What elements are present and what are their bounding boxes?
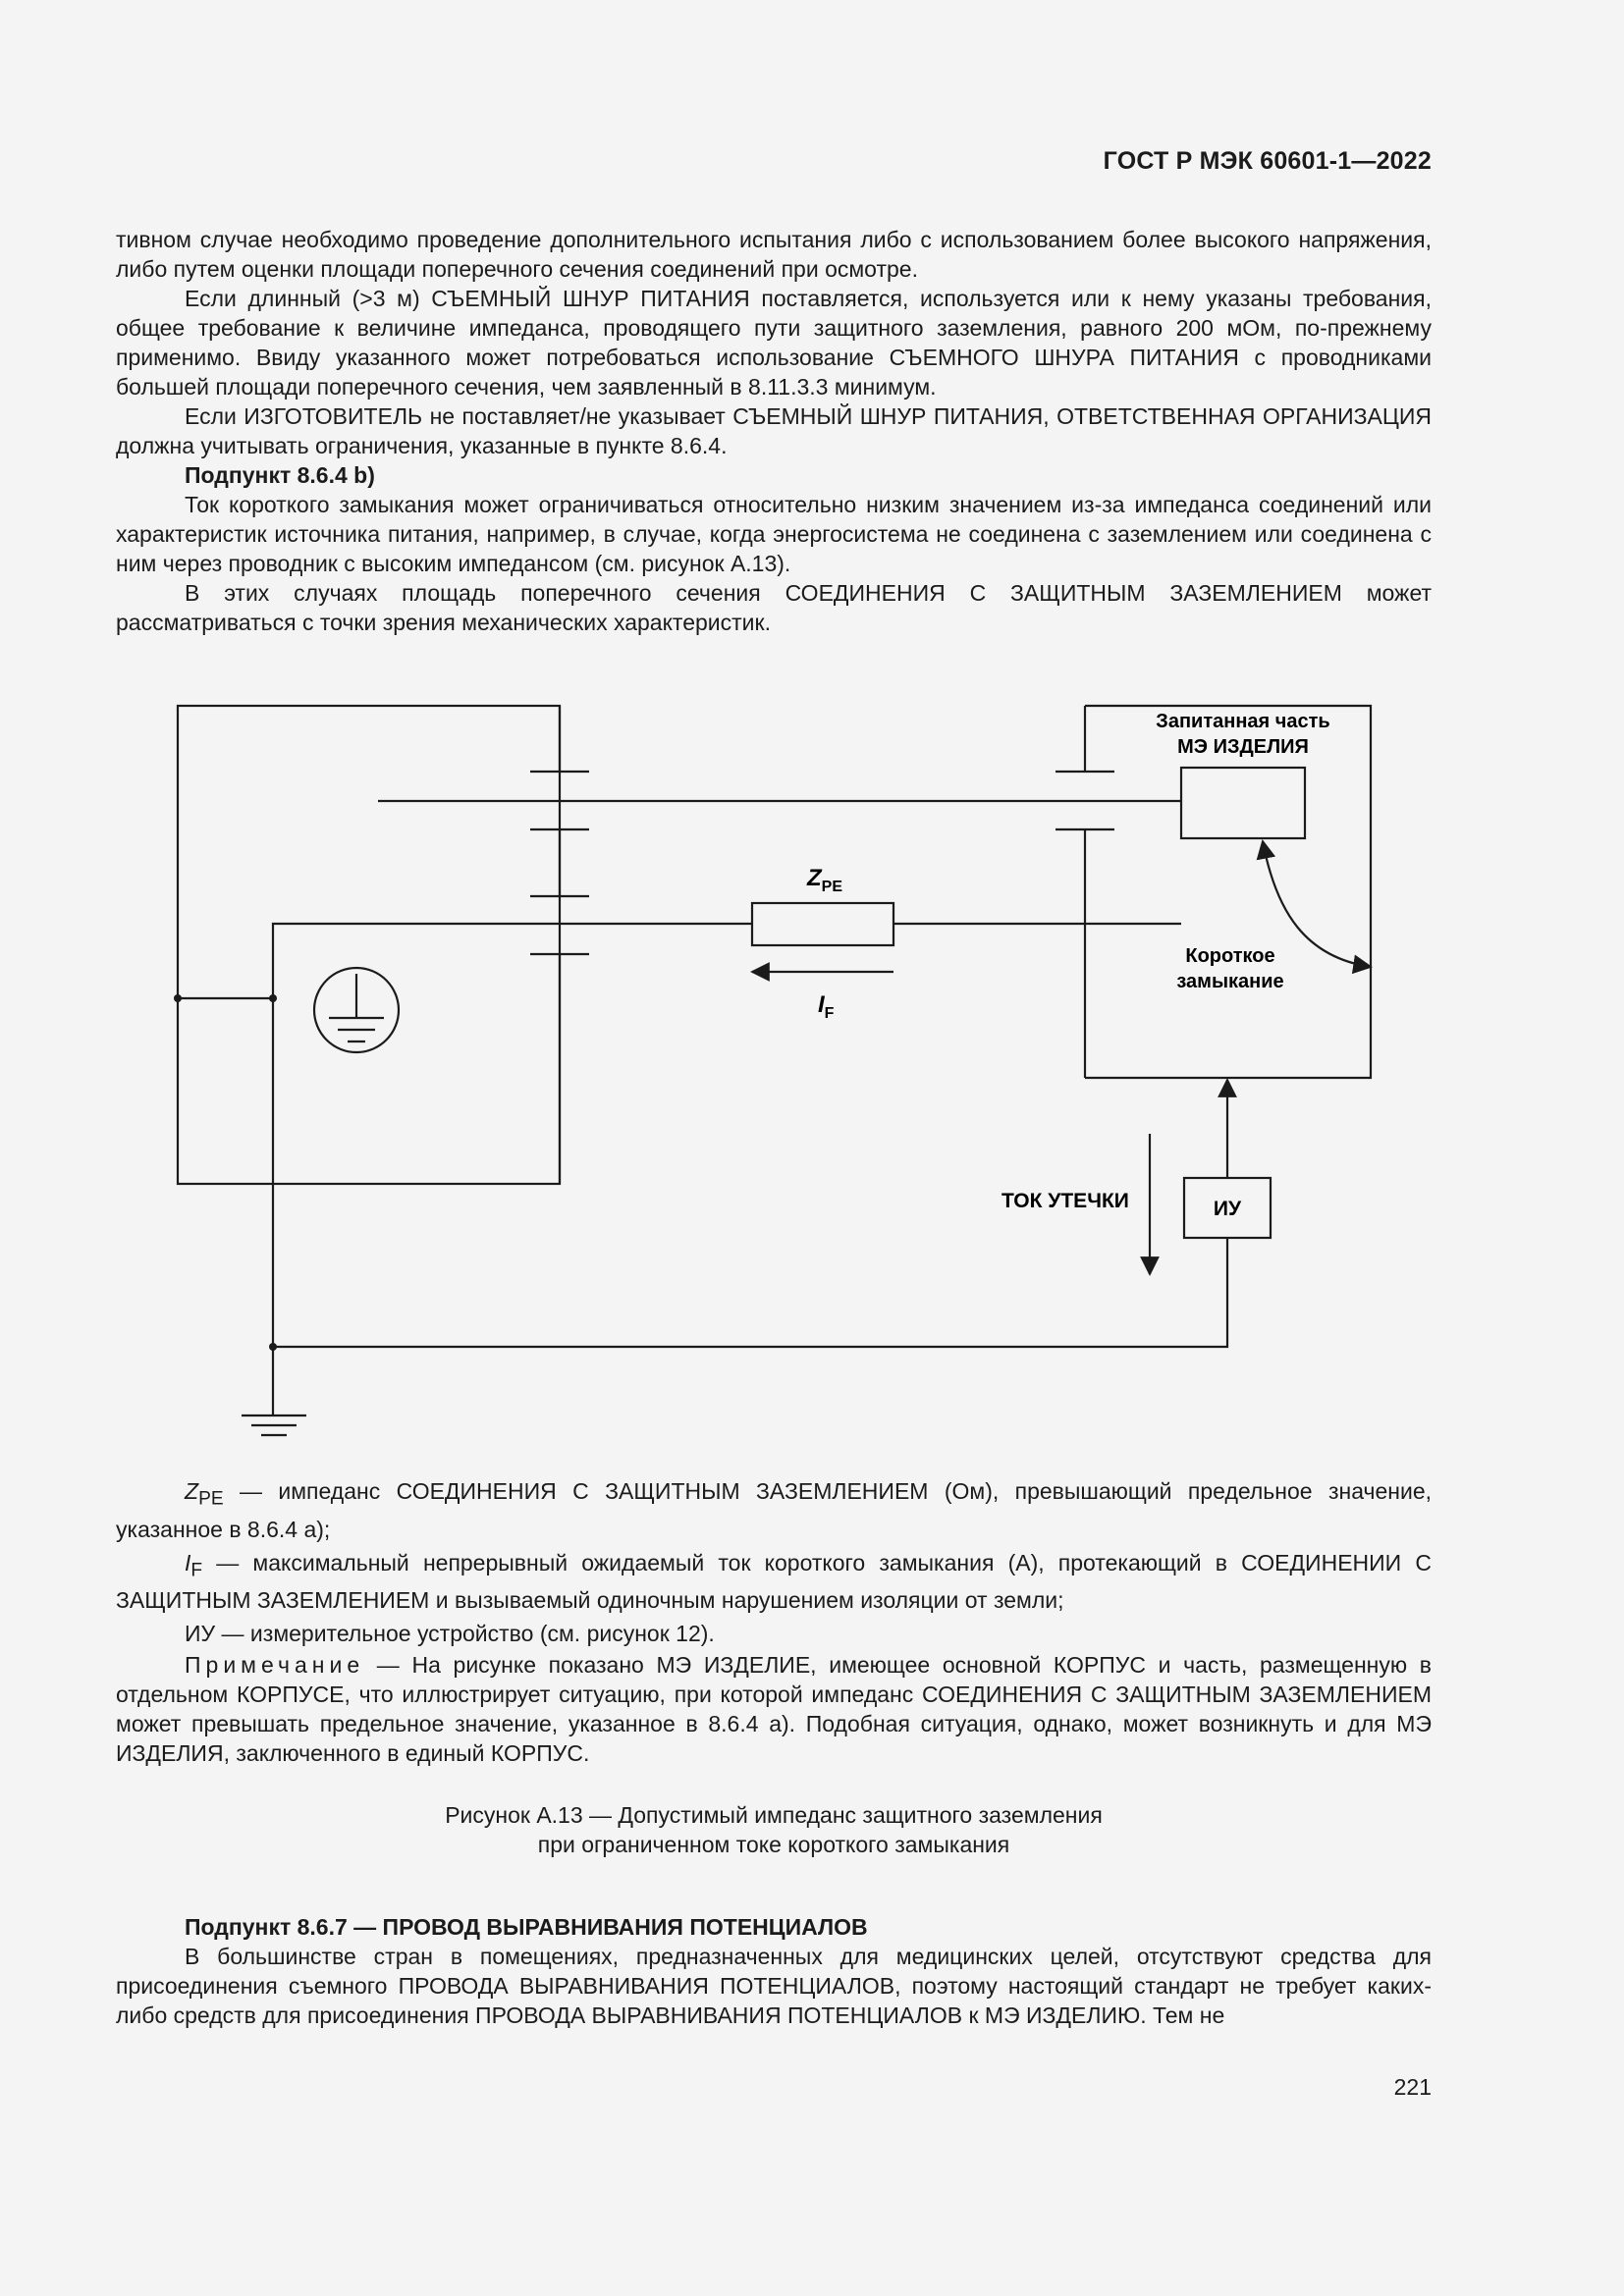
section-8-6-7 — [116, 1912, 1432, 2030]
zpe-label: $Z_{PE}$ — [807, 865, 843, 895]
figure-caption: Рисунок А.13 — Допустимый импеданс защитного заземления при ограниченном токе короткого замыкания — [445, 1802, 1103, 1857]
paragraph-manufacturer: Если ИЗГОТОВИТЕЛЬ не поставляет/не указывает СЪЕМНЫЙ ШНУР ПИТАНИЯ, ОТВЕТСТВЕННАЯ ОРГАНИЗАЦИЯ должна учитывать ограничения, указанные в пункте 8.6.4. — [116, 403, 1432, 458]
pe-conductor — [273, 924, 752, 1285]
paragraph-power-cord: Если длинный (>3 м) СЪЕМНЫЙ ШНУР ПИТАНИЯ поставляется, используется или к нему указаны требования, общее требование к величине импеданса, проводящего пути защитного заземления, равного 200 мОм, по-прежнему применимо. Ввиду указанного может потребоваться использование СЪЕМНОГО ШНУРА ПИТАНИЯ с проводниками большей площади поперечного сечения, чем заявленный в 8.11.3.3 минимум. — [116, 286, 1432, 400]
powered-part-box — [1181, 768, 1305, 838]
impedance-zpe — [752, 903, 893, 945]
meter-label: ИУ — [1213, 1198, 1242, 1220]
note-paragraph: Примечание — На рисунке показано МЭ ИЗДЕЛИЕ, имеющее основной КОРПУС и часть, размещенную в отдельном КОРПУСЕ, что иллюстрирует ситуацию, при которой импеданс СОЕДИНЕНИЯ С ЗАЩИТНЫМ ЗАЗЕМЛЕНИЕМ может превышать предельное значение, указанное в 8.6.4 а). Подобная ситуация, однако, может возникнуть и для МЭ ИЗДЕЛИЯ, заключенного в единый КОРПУС. — [116, 1652, 1432, 1766]
paragraph-short-circuit: Ток короткого замыкания может ограничиваться относительно низким значением из-за импеданса соединений или характеристик источника питания, например, в случае, когда энергосистема не соединена с заземлением или соединена с ним через проводник с высоким импедансом (см. рисунок А.13). — [116, 492, 1432, 576]
subheading-8-6-4-b: Подпункт 8.6.4 b) — [185, 462, 375, 488]
legend-if: $I_F$ — максимальный непрерывный ожидаемый ток короткого замыкания (А), протекающий в СОЕДИНЕНИИ С ЗАЩИТНЫМ ЗАЗЕМЛЕНИЕМ и вызываемый одиночным нарушением изоляции от земли; — [116, 1549, 1432, 1614]
section-heading: Подпункт 8.6.7 — ПРОВОД ВЫРАВНИВАНИЯ ПОТЕНЦИАЛОВ — [185, 1914, 868, 1940]
section-paragraph: В большинстве стран в помещениях, предназначенных для медицинских целей, отсутствуют средства для присоединения съемного ПРОВОДА ВЫРАВНИВАНИЯ ПОТЕНЦИАЛОВ, поэтому настоящий стандарт не требует каких-либо средств для присоединения ПРОВОДА ВЫРАВНИВАНИЯ ПОТЕНЦИАЛОВ к МЭ ИЗДЕЛИЮ. Тем не — [116, 1944, 1432, 2028]
legend-zpe: $Z_{PE}$ — импеданс СОЕДИНЕНИЯ С ЗАЩИТНЫМ ЗАЗЕМЛЕНИЕМ (Ом), превышающий предельное значение, указанное в 8.6.4 а); — [116, 1478, 1432, 1542]
legend — [116, 1476, 1432, 1648]
legend-meter: ИУ — измерительное устройство (см. рисунок 12). — [185, 1621, 715, 1647]
note — [116, 1650, 1432, 1768]
powered-part-label-2: МЭ ИЗДЕЛИЯ — [1177, 736, 1309, 758]
short-circuit-label-2: замыкание — [1176, 971, 1284, 992]
document-header: ГОСТ Р МЭК 60601-1—2022 — [1103, 147, 1432, 175]
short-circuit-label-1: Короткое — [1185, 945, 1275, 967]
ground-return — [273, 1238, 1227, 1347]
short-circuit-arrow — [1263, 841, 1371, 967]
paragraph-cross-section: В этих случаях площадь поперечного сечения СОЕДИНЕНИЯ С ЗАЩИТНЫМ ЗАЗЕМЛЕНИЕМ может рассматриваться с точки зрения механических характеристик. — [116, 580, 1432, 635]
page-number: 221 — [1393, 2074, 1432, 2100]
paragraph-continuation: тивном случае необходимо проведение дополнительного испытания либо с использованием более высокого напряжения, либо путем оценки площади поперечного сечения соединений при осмотре. — [116, 227, 1432, 282]
leakage-current-label: ТОК УТЕЧКИ — [1001, 1190, 1129, 1212]
powered-part-label-1: Запитанная часть — [1156, 711, 1330, 732]
right-enclosure — [1085, 706, 1371, 1078]
left-enclosure — [178, 706, 560, 1184]
if-label: $I_F$ — [818, 991, 835, 1022]
